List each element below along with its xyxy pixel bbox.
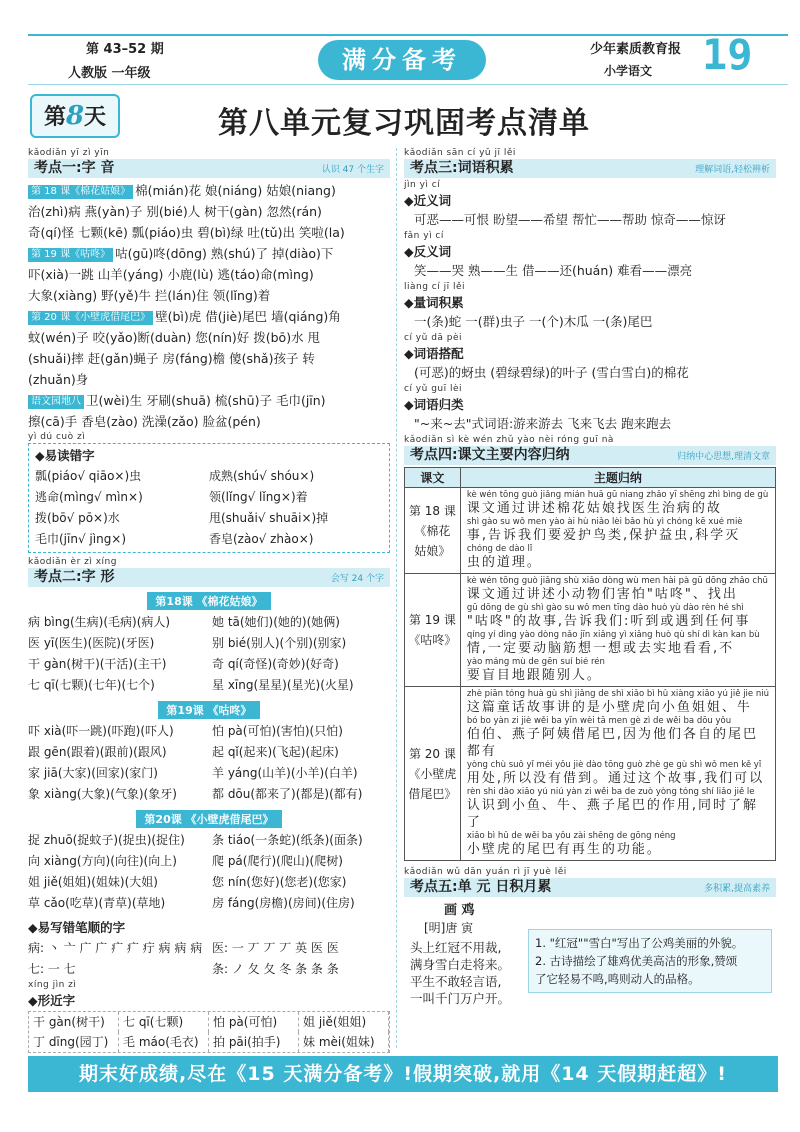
lesson-tag: 语文园地八: [28, 395, 84, 409]
word-entry: 怕 pà(可怕)(害怕)(只怕): [212, 724, 343, 738]
wrong-read-item: 香皂(zào√ zhào×): [209, 532, 314, 546]
stroke-order: 条: ノ 夂 夂 冬 条 条 条: [212, 962, 339, 976]
word-entry: 草 cǎo(吃草)(青草)(草地): [28, 896, 166, 910]
stroke-grid: [28, 938, 390, 980]
word-entry: 吓 xià(吓一跳)(吓跑)(吓人): [28, 724, 174, 738]
theme-line: yòng chù suǒ yǐ méi yǒu jiè dào tōng guò zhè ge gù shì wǒ men kě yǐ: [466, 760, 762, 770]
theme-line: yào máng mù de gēn suí bié rén: [466, 657, 605, 667]
word-entry: 羊 yáng(山羊)(小羊)(白羊): [212, 766, 358, 780]
theme-line: 情,一定要动脑筋想一想或去实地看看,不: [466, 641, 735, 656]
syn-pinyin: jìn yì cí: [404, 180, 441, 190]
pronunciation-line: [28, 390, 390, 411]
wrong-read-item: 瓢(piáo√ qiāo×)虫: [35, 469, 142, 483]
ant-title: ◆反义词: [404, 244, 452, 259]
theme-line: zhè piān tóng huà gù shì jiǎng de shì xiǎo bì hǔ xiàng xiǎo yú jiě jie niú: [466, 689, 769, 699]
wrong-pinyin: yì dú cuò zì: [28, 432, 86, 442]
word-entry: 星 xīng(星星)(星光)(火星): [212, 678, 354, 692]
syn-words: 可恶——可恨 盼望——希望 帮忙——帮助 惊奇——惊讶: [414, 212, 726, 227]
wrong-read-item: 毛巾(jīn√ jìng×): [35, 532, 127, 546]
theme-line: rèn shi dào xiǎo yú niú yàn zi wěi ba de zuò yòng tóng shí liǎo jiě le: [466, 787, 755, 797]
pronunciation-line: [28, 243, 390, 264]
edition-label: 人教版 一年级: [68, 66, 151, 81]
ant-words: 笑——哭 熟——生 借——还(huán) 难看——漂亮: [414, 263, 693, 278]
stroke-order: 医: 一 丆 丆 丆 英 医 医: [212, 941, 339, 955]
sim-title: ◆形近字: [28, 993, 76, 1008]
lesson-tag: 第 19 课《咕咚》: [28, 248, 113, 262]
match-words: (可恶)的蚜虫 (碧绿碧绿)的叶子 (雪白雪白)的棉花: [414, 365, 689, 380]
lesson-label-text: 第20课 《小壁虎借尾巴》: [136, 810, 281, 828]
theme-line: 小壁虎的尾巴有再生的功能。: [466, 842, 662, 857]
word-entry: 向 xiàng(方向)(向往)(向上): [28, 854, 177, 868]
pronunciation-text: (zhuǎn)身: [28, 372, 89, 387]
kd2-pinyin: kǎodiǎn èr zì xíng: [28, 557, 117, 567]
similar-char: 怕 pà(可怕): [209, 1012, 299, 1032]
table-row: [405, 687, 776, 861]
pronunciation-text: 棉(mián)花 娘(niáng) 姑娘(niang): [135, 183, 336, 198]
theme-line: gū dōng de gù shì gào su wǒ men tīng dào huò yù dào rèn hé shì: [466, 603, 744, 613]
poem-note: 了它轻易不鸣,鸣则动人的品格。: [535, 972, 700, 986]
pronunciation-line: [28, 285, 390, 306]
subject-label: 小学语文: [604, 64, 653, 78]
kd2-note: 会写 24 个字: [330, 574, 384, 584]
theme-line: 课文通过讲述棉花姑娘找医生治病的故: [466, 501, 722, 516]
theme-line: xiǎo bì hǔ de wěi ba yǒu zài shēng de gōng néng: [466, 831, 676, 841]
pronunciation-text: 奇(qí)怪 七颗(kē) 瓢(piáo)虫 碧(bì)绿 吐(tǔ)出 笑啦(la): [28, 225, 345, 240]
theme-cell: [460, 488, 775, 574]
day-badge: [30, 94, 120, 138]
stroke-title: ◆易写错笔顺的字: [28, 920, 126, 935]
header-rule: [28, 34, 788, 36]
word-entry: 爬 pá(爬行)(爬山)(爬树): [212, 854, 343, 868]
page-header: [0, 0, 800, 150]
stroke-order: 病: 丶 亠 广 广 疒 疒 疔 病 病 病: [28, 941, 203, 955]
day-number: 8: [65, 101, 85, 131]
word-entry: 姐 jiě(姐姐)(姐妹)(大姐): [28, 875, 158, 889]
wrong-grid: [35, 466, 383, 550]
wrong-title: ◆易读错字: [35, 448, 95, 463]
poem-section: [404, 899, 776, 1009]
pronunciation-line: [28, 327, 390, 348]
similar-char: 妹 mèi(姐妹): [299, 1032, 389, 1052]
word-entry: 奇 qí(奇怪)(奇妙)(好奇): [212, 657, 339, 671]
wrong-read-box: [28, 443, 390, 553]
word-grid: [28, 721, 390, 805]
lesson-tag: 第 20 课《小壁虎借尾巴》: [28, 311, 153, 325]
pronunciation-text: 卫(wèi)生 牙刷(shuā) 梳(shū)子 毛巾(jīn): [86, 393, 326, 408]
table-row: [405, 488, 776, 574]
word-grid: [28, 612, 390, 696]
kd1-title: 考点一:字 音: [34, 160, 115, 176]
pronunciation-text: 壁(bì)虎 借(jiè)尾巴 墙(qiáng)角: [155, 309, 341, 324]
theme-line: 课文通过讲述小动物们害怕"咕咚"、找出: [466, 587, 738, 602]
poem-line: 头上红冠不用裁,: [410, 940, 502, 955]
wrong-read-item: 成熟(shú√ shóu×): [209, 469, 315, 483]
theme-line: chóng de dào lǐ: [466, 544, 533, 554]
similar-char: 姐 jiě(姐姐): [299, 1012, 389, 1032]
meas-title: ◆量词积累: [404, 295, 464, 310]
lesson-tag: 第 18 课《棉花姑娘》: [28, 185, 133, 199]
word-entry: 您 nín(您好)(您老)(您家): [212, 875, 347, 889]
word-entry: 象 xiàng(大象)(气象)(象牙): [28, 787, 177, 801]
day-post: 天: [84, 104, 107, 130]
word-entry: 都 dōu(都来了)(都是)(都有): [212, 787, 363, 801]
theme-line: 用处,所以没有借到。通过这个故事,我们可以: [466, 771, 765, 786]
brand-badge: 满分备考: [318, 40, 486, 80]
word-entry: 跟 gēn(跟着)(跟前)(跟风): [28, 745, 167, 759]
theme-line: 认识到小鱼、牛、燕子尾巴的作用,同时了解了: [466, 798, 759, 830]
similar-char: 七 qī(七颗): [119, 1012, 209, 1032]
page-title: 第八单元复习巩固考点清单: [218, 106, 590, 141]
kd1-pinyin: kǎodiǎn yī zì yīn: [28, 148, 110, 158]
similar-char: 毛 máo(毛衣): [119, 1032, 209, 1052]
theme-line: shì gào su wǒ men yào ài hù niǎo lèi bǎo hù yì chóng kē xué miè: [466, 517, 743, 527]
kd3-pinyin: kǎodiǎn sān cí yǔ jī lěi: [404, 148, 516, 158]
table-row: [405, 574, 776, 687]
header-divider: [28, 84, 788, 85]
poem-line: 一叫千门万户开。: [410, 991, 511, 1006]
wrong-read-item: 拨(bō√ pō×)水: [35, 511, 120, 525]
word-entry: 医 yī(医生)(医院)(牙医): [28, 636, 155, 650]
pronunciation-line: [28, 201, 390, 222]
summary-table: [404, 467, 776, 861]
syn-title: ◆近义词: [404, 193, 452, 208]
column-divider: [396, 148, 397, 1048]
word-entry: 七 qī(七颗)(七年)(七个): [28, 678, 155, 692]
lesson-label-text: 第18课 《棉花姑娘》: [147, 592, 270, 610]
theme-line: qíng yí dìng yào dòng nǎo jīn xiǎng yì xiǎng huò qù shí dì kàn kan bù: [466, 630, 760, 640]
pronunciation-line: [28, 369, 390, 390]
pronunciation-line: [28, 264, 390, 285]
pronunciation-text: 吓(xià)一跳 山羊(yáng) 小鹿(lù) 逃(táo)命(mìng): [28, 267, 314, 282]
theme-line: "咕咚"的故事,告诉我们:听到或遇到任何事: [466, 614, 751, 629]
sim-pinyin: xíng jìn zì: [28, 980, 77, 990]
left-column: [28, 148, 390, 1053]
lesson-cell: 第 18 课 《棉花 姑娘》: [405, 488, 461, 574]
theme-line: 伯伯、燕子阿姨借尾巴,因为他们各自的尾巴都有: [466, 727, 759, 759]
word-entry: 干 gàn(树干)(干活)(主干): [28, 657, 167, 671]
meas-words: 一(条)蛇 一(群)虫子 一(个)木瓜 一(条)尾巴: [414, 314, 653, 329]
kd4-title: 考点四:课文主要内容归纳: [410, 447, 570, 463]
word-entry: 病 bìng(生病)(毛病)(病人): [28, 615, 171, 629]
kd3-header: [404, 159, 776, 178]
promo-banner: 期末好成绩,尽在《15 天满分备考》!假期突破,就用《14 天假期赶超》!: [28, 1056, 778, 1092]
similar-char: 丁 dīng(园丁): [29, 1032, 119, 1052]
theme-cell: [460, 687, 775, 861]
theme-line: 要盲目地跟随别人。: [466, 668, 602, 683]
kd2-header: [28, 568, 390, 587]
kd5-note: 多积累,提高素养: [704, 884, 770, 894]
right-column: [404, 148, 776, 1009]
poem-note: 1. "红冠""雪白"写出了公鸡美丽的外貌。: [535, 936, 744, 950]
pronunciation-text: 大象(xiàng) 野(yě)牛 拦(lán)住 领(lǐng)着: [28, 288, 271, 303]
lesson-label: [28, 699, 390, 719]
pronunciation-line: [28, 411, 390, 432]
kd1-header: [28, 159, 390, 178]
stroke-order: 七: 一 七: [28, 962, 76, 976]
theme-line: 这篇童话故事讲的是小壁虎向小鱼姐姐、牛: [466, 700, 752, 715]
poem-lines: [410, 939, 510, 1007]
theme-cell: [460, 574, 775, 687]
word-entry: 捉 zhuō(捉蚊子)(捉虫)(捉住): [28, 833, 185, 847]
poem-notes: [528, 929, 772, 993]
word-entry: 条 tiáo(一条蛇)(纸条)(面条): [212, 833, 363, 847]
word-entry: 别 bié(别人)(个别)(别家): [212, 636, 347, 650]
pronunciation-text: 治(zhì)病 燕(yàn)子 别(bié)人 树干(gàn) 忽然(rán): [28, 204, 322, 219]
kd2-title: 考点二:字 形: [34, 569, 115, 585]
lesson-cell: 第 20 课 《小壁虎 借尾巴》: [405, 687, 461, 861]
theme-line: 虫的道理。: [466, 555, 542, 570]
word-grid: [28, 830, 390, 914]
similar-char: 干 gàn(树干): [29, 1012, 119, 1032]
wrong-read-item: 领(lǐng√ lǐng×)着: [209, 490, 308, 504]
poem-line: 平生不敢轻言语,: [410, 974, 502, 989]
kd1-note: 认识 47 个生字: [321, 165, 384, 175]
pronunciation-line: [28, 306, 390, 327]
newspaper-name: 少年素质教育报: [590, 42, 682, 57]
ant-pinyin: fǎn yì cí: [404, 231, 444, 241]
kd4-header: [404, 446, 776, 465]
pronunciation-text: (shuǎi)摔 赶(gǎn)蝇子 房(fáng)檐 傻(shǎ)孩子 转: [28, 351, 315, 366]
class-pinyin: cí yǔ guī lèi: [404, 384, 463, 394]
kd3-title: 考点三:词语积累: [410, 160, 514, 176]
day-pre: 第: [43, 104, 66, 130]
theme-line: bó bo yàn zi jiè wěi ba yīn wèi tā men gè zì de wěi ba dōu yǒu: [466, 716, 732, 726]
kd3-note: 理解词语,轻松辨析: [695, 165, 770, 175]
lesson-label: [28, 590, 390, 610]
poem-title: 画 鸡: [444, 903, 475, 918]
issue-number: 第 43–52 期: [86, 42, 164, 57]
theme-line: kè wén tōng guò jiǎng mián huā gū niang zhǎo yī shēng zhì bìng de gù: [466, 490, 769, 500]
match-title: ◆词语搭配: [404, 346, 464, 361]
kd2-lessons: [28, 590, 390, 914]
meas-pinyin: liàng cí jī lěi: [404, 282, 466, 292]
kd5-header: [404, 878, 776, 897]
col-theme-header: 主题归纳: [460, 468, 775, 488]
kd5-title: 考点五:单 元 日积月累: [410, 879, 552, 895]
word-entry: 起 qǐ(起来)(飞起)(起床): [212, 745, 339, 759]
kd4-pinyin: kǎodiǎn sì kè wén zhǔ yào nèi róng guī nà: [404, 435, 614, 445]
similar-char: 拍 pāi(拍手): [209, 1032, 299, 1052]
kd4-note: 归纳中心思想,理清文章: [677, 452, 770, 462]
word-entry: 家 jiā(大家)(回家)(家门): [28, 766, 158, 780]
similar-chars-grid: [28, 1011, 390, 1053]
wrong-read-item: 逃命(mìng√ mìn×): [35, 490, 143, 504]
theme-line: kè wén tōng guò jiǎng shù xiǎo dòng wù men hài pà gū dōng zhǎo chū: [466, 576, 768, 586]
lesson-label-text: 第19课 《咕咚》: [158, 701, 259, 719]
lesson-label: [28, 808, 390, 828]
pronunciation-text: 擦(cā)手 香皂(zào) 洗澡(zǎo) 脸盆(pén): [28, 414, 261, 429]
class-title: ◆词语归类: [404, 397, 464, 412]
poem-note: 2. 古诗描绘了雄鸡优美高洁的形象,赞颂: [535, 954, 738, 968]
pronunciation-text: 咕(gū)咚(dōng) 熟(shú)了 掉(diào)下: [115, 246, 334, 261]
kd1-lines: [28, 180, 390, 432]
col-lesson-header: 课文: [405, 468, 461, 488]
poem-line: 满身雪白走将来。: [410, 957, 511, 972]
match-pinyin: cí yǔ dā pèi: [404, 333, 463, 343]
lesson-cell: 第 19 课 《咕咚》: [405, 574, 461, 687]
pronunciation-text: 蚊(wén)子 咬(yǎo)断(duàn) 您(nín)好 拨(bō)水 甩: [28, 330, 321, 345]
word-entry: 房 fáng(房檐)(房间)(住房): [212, 896, 355, 910]
page-number: 19: [702, 30, 753, 79]
theme-line: 事,告诉我们要爱护鸟类,保护益虫,科学灭: [466, 528, 741, 543]
wrong-read-item: 甩(shuǎi√ shuāi×)掉: [209, 511, 329, 525]
word-entry: 她 tā(她们)(她的)(她俩): [212, 615, 340, 629]
kd5-pinyin: kǎodiǎn wǔ dān yuán rì jī yuè lěi: [404, 867, 567, 877]
class-words: "~来~去"式词语:游来游去 飞来飞去 跑来跑去: [414, 416, 672, 431]
pronunciation-line: [28, 222, 390, 243]
pronunciation-line: [28, 180, 390, 201]
pronunciation-line: [28, 348, 390, 369]
poem-author: [明]唐 寅: [424, 921, 474, 935]
